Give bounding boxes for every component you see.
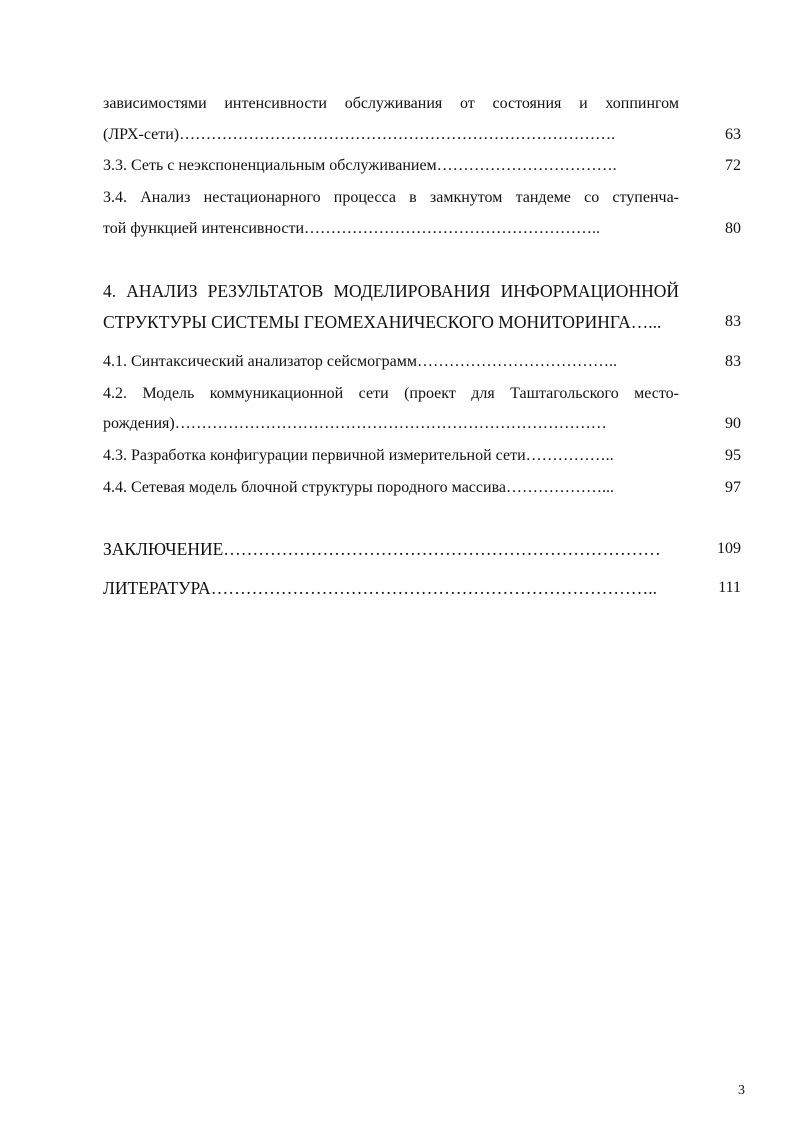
toc-entry-4-4: 4.4. Сетевая модель блочной структуры породного массива………………... xyxy=(103,479,615,496)
toc-entry-3-4: 3.4. Анализ нестационарного процесса в замкнутом тандеме со ступенча- xyxy=(103,189,679,206)
toc-page-number: 72 xyxy=(725,157,741,174)
toc-entry-lrh-networks: (ЛРХ-сети)………………………………………………………………………. xyxy=(103,126,616,143)
toc-page-number: 97 xyxy=(725,479,741,496)
toc-page-number: 109 xyxy=(717,540,741,557)
toc-entry-4-2-continuation: рождения)……………………………………………………………………… xyxy=(103,415,607,432)
toc-entry-4-3: 4.3. Разработка конфигурации первичной измерительной сети…………….. xyxy=(103,447,614,464)
toc-line-continuation: зависимостями интенсивности обслуживания от состояния и хоппингом xyxy=(103,95,679,112)
toc-entry-conclusion: ЗАКЛЮЧЕНИЕ………………………………………………………………… xyxy=(103,539,661,559)
toc-entry-3-4-continuation: той функцией интенсивности……………………………………………….. xyxy=(103,220,601,237)
toc-entry-4-1: 4.1. Синтаксический анализатор сейсмограмм……………………………….. xyxy=(103,353,618,370)
toc-page-number: 63 xyxy=(725,126,741,143)
toc-page-number: 95 xyxy=(725,447,741,464)
toc-entry-literature: ЛИТЕРАТУРА………………………………………………………………….. xyxy=(103,578,657,598)
toc-page-number: 111 xyxy=(718,579,741,596)
toc-chapter-4-title-continuation: СТРУКТУРЫ СИСТЕМЫ ГЕОМЕХАНИЧЕСКОГО МОНИТОРИНГА…... xyxy=(103,312,662,332)
toc-page-number: 83 xyxy=(725,353,741,370)
toc-chapter-4-title: 4. АНАЛИЗ РЕЗУЛЬТАТОВ МОДЕЛИРОВАНИЯ ИНФОРМАЦИОННОЙ xyxy=(103,281,679,301)
page-number: 3 xyxy=(738,1083,745,1098)
toc-entry-4-2: 4.2. Модель коммуникационной сети (проект для Таштагольского место- xyxy=(103,385,679,402)
toc-page-number: 90 xyxy=(725,415,741,432)
toc-page-number: 83 xyxy=(725,313,741,330)
toc-page-number: 80 xyxy=(725,220,741,237)
toc-entry-3-3: 3.3. Сеть с неэкспоненциальным обслуживанием……………………………. xyxy=(103,157,617,174)
